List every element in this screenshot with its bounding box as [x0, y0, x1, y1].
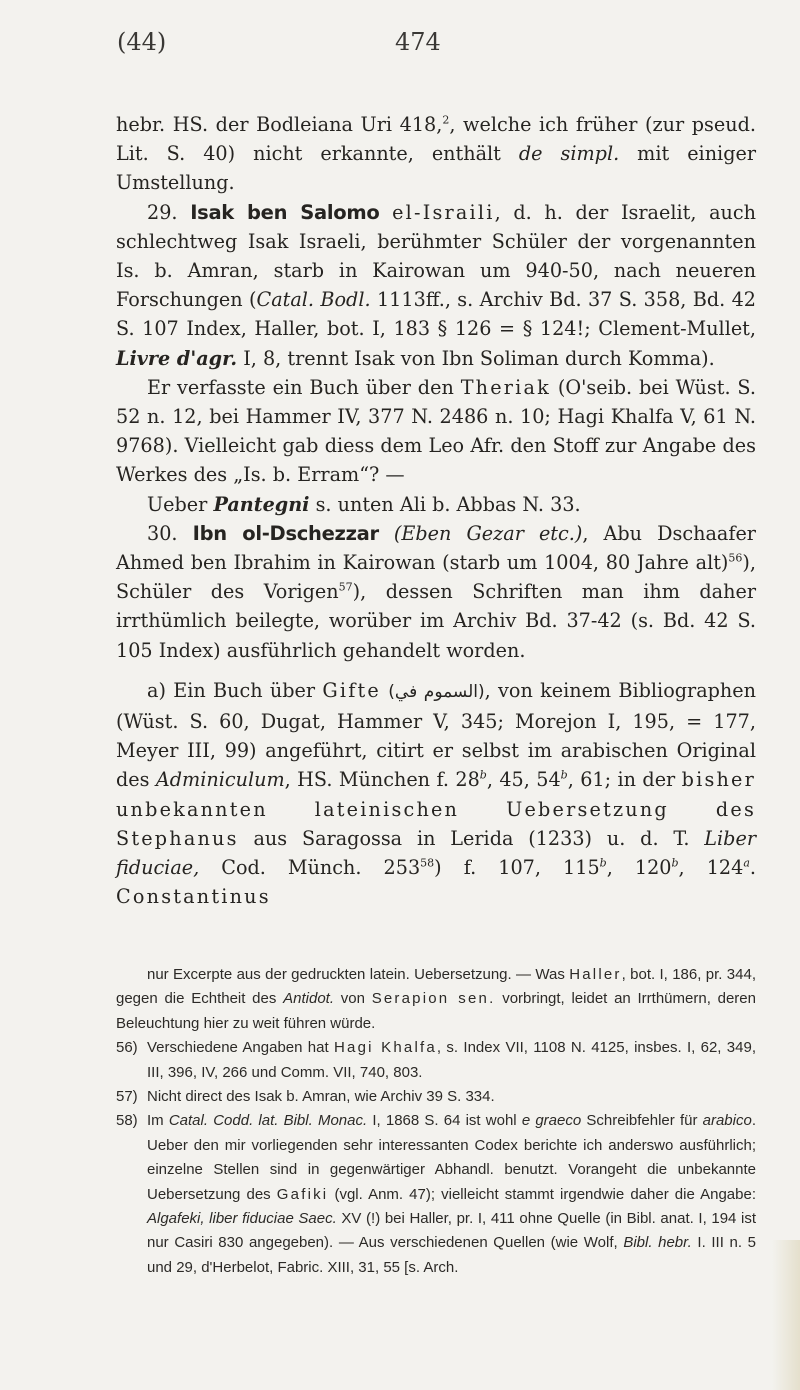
page-header [0, 28, 800, 68]
paragraph-gifte: a) Ein Buch über Gifte (السموم في), von keinem Bibliographen (Wüst. S. 60, Dugat, Hammer V, 345; Morejon I, 195, = 177, Meyer III, 99) angeführt, citirt er selbst im arabischen Original des Adminiculum, HS. München f. 28$^b$, 45, 54$^b$, 61; in der bisher unbekannten lateinischen Uebersetzung des Stephanus aus Saragossa in Lerida (1233) u. d. T. Liber fiduciae, Cod. Münch. $253^{58}$) f. 107, 115$^b$, 120$^b$, 124$^a$. Constantinus [116, 678, 756, 909]
entry-number: 30. [147, 521, 178, 545]
paragraph-continuation: hebr. HS. der Bodleiana Uri 418,$^2$, welche ich früher (zur pseud. Lit. S. 40) nicht erkannte, enthält de simpl. mit einiger Umstellung. [116, 113, 756, 195]
paragraph-theriak: Er verfasste ein Buch über den Theriak (O'seib. bei Wüst. S. 52 n. 12, bei Hammer IV, 377 N. 2486 n. 10; Hagi Khalfa V, 61 N. 9768). Vielleicht gab diess dem Leo Afr. den Stoff zur Angabe des Werkes des „Is. b. Erram“? — [116, 375, 756, 487]
footnote-number: 56) [116, 1039, 138, 1057]
footnote-57: 57) Nicht direct des Isak b. Amran, wie Archiv 39 S. 334. [116, 1085, 756, 1109]
entry-30: 30. Ibn ol-Dschezzar (Eben Gezar etc.), Abu Dschaafer Ahmed ben Ibrahim in Kairowan (starb um 1004, 80 Jahre alt)$^{56}$), Schüler des Vorigen$^{57}$), dessen Schriften man ihm daher irrthümlich beilegte, worüber im Archiv Bd. 37-42 (s. Bd. 42 S. 105 Index) ausführlich gehandelt worden. [116, 521, 757, 662]
footnote-number: 57) [116, 1088, 138, 1106]
header-left-number: (44) [117, 28, 167, 56]
footnote-58: 58) Im Catal. Codd. lat. Bibl. Monac. I, 1868 S. 64 ist wohl e graeco Schreibfehler für arabico. Ueber den mir vorliegenden sehr interessanten Codex berichte ich anderswo ausführlich; einzelne Stellen sind in gegenwärtiger Abhandl. benutzt. Vorangeht die unbekannte Uebersetzung des Gafiki (vgl. Anm. 47); vielleicht stammt irgendwie daher die Angabe: Algafeki, liber fiduciae Saec. XV (!) bei Haller, pr. I, 411 ohne Quelle (in Bibl. anat. I, 194 ist nur Casiri 830 angegeben). — Aus verschiedenen Quellen (wie Wolf, Bibl. hebr. I. III n. 5 und 29, d'Herbelot, Fabric. XIII, 31, 55 [s. Arch. [116, 1109, 756, 1280]
footnote-56: 56) Verschiedene Angaben hat Hagi Khalfa, s. Index VII, 1108 N. 4125, insbes. I, 62, 349, III, 396, IV, 266 und Comm. VII, 740, 803. [116, 1036, 756, 1085]
entry-29: 29. Isak ben Salomo el-Israili, d. h. der Israelit, auch schlechtweg Isak Israeli, berühmter Schüler der vorgenannten Is. b. Amran, starb in Kairowan um 940-50, nach neueren Forschungen (Catal. Bodl. 1113ff., s. Archiv Bd. 37 S. 358, Bd. 42 S. 107 Index, Haller, bot. I, 183 § 126 = § 124!; Clement-Mullet, Livre d'agr. I, 8, trennt Isak von Ibn Soliman durch Komma). [116, 200, 757, 370]
footnote-number: 58) [116, 1112, 138, 1130]
paper-stain [772, 1240, 800, 1390]
footnotes [116, 963, 756, 1280]
arabic-title: (السموم في) [388, 681, 485, 702]
entry-number: 29. [147, 200, 178, 224]
entry-name: Ibn ol-Dschezzar [192, 521, 379, 545]
paragraph-pantegni: Ueber Pantegni s. unten Ali b. Abbas N. 33. [147, 492, 581, 516]
entry-name: Isak ben Salomo [190, 200, 380, 224]
header-page-number: 474 [395, 28, 441, 56]
footnote-continuation: nur Excerpte aus der gedruckten latein. Uebersetzung. — Was Haller, bot. I, 186, pr. 344, gegen die Echtheit des Antidot. von Serapion sen. vorbringt, leidet an Irrthümern, deren Beleuchtung hier zu weit führen würde. [116, 966, 756, 1032]
main-text [116, 110, 756, 911]
